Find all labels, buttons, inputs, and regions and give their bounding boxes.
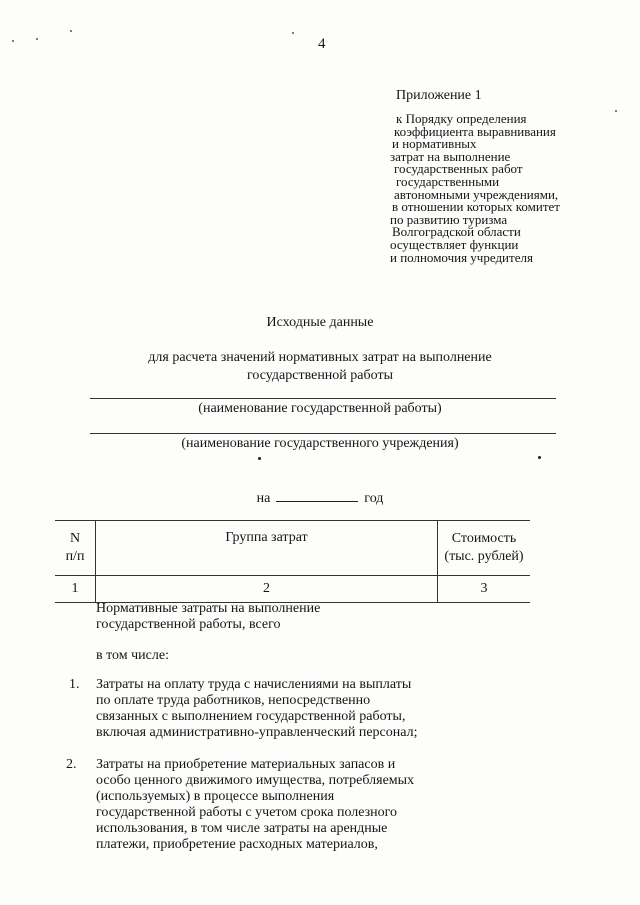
item-number: 2. [66, 757, 77, 772]
annex-line: осуществляет функции [390, 236, 519, 252]
subtitle-line: государственной работы [247, 368, 393, 383]
scan-speck [12, 40, 14, 42]
scan-dot [538, 456, 541, 459]
cost-table [55, 520, 530, 603]
scan-speck [615, 110, 617, 112]
annex-line: и нормативных [392, 136, 477, 152]
year-prefix: на [256, 491, 271, 506]
header-number-line: п/п [65, 549, 85, 564]
cost-item [96, 757, 414, 853]
scan-speck [70, 30, 72, 32]
annex-line: автономными учреждениями, [394, 186, 559, 202]
total-line: Нормативные затраты на выполнение [96, 601, 321, 616]
annex-line: затрат на выполнение [390, 148, 511, 164]
total-line: государственной работы, всего [96, 617, 281, 632]
header-cost-group: Группа затрат [96, 521, 438, 576]
cost-item [96, 677, 417, 741]
item-number: 1. [69, 677, 80, 692]
cost-item-line: государственной работы с учетом срока полезного [96, 805, 398, 820]
work-name-blank-line [90, 398, 556, 399]
column-number: 1 [55, 576, 96, 603]
annex-line: государственными [396, 173, 500, 189]
annex-reference-block [390, 113, 560, 264]
annex-line: в отношении которых комитет [392, 199, 560, 215]
cost-item-line: использования, в том числе затраты на арендные [96, 821, 388, 836]
column-number: 3 [438, 576, 531, 603]
header-cost-line: Стоимость [451, 531, 517, 546]
page-number: 4 [318, 36, 326, 52]
scan-dot [258, 457, 261, 460]
subtitle-line: для расчета значений нормативных затрат на выполнение [148, 350, 492, 365]
document-subtitle [0, 349, 640, 385]
total-costs-label [96, 601, 320, 633]
header-number-line: N [69, 531, 81, 546]
including-label: в том числе: [96, 648, 169, 663]
cost-item-line: включая административно-управленческий персонал; [96, 725, 418, 740]
annex-title: Приложение 1 [396, 88, 482, 103]
table-header-row [55, 521, 530, 576]
institution-name-blank-line [90, 433, 556, 434]
annex-line: государственных работ [394, 161, 523, 177]
header-cost-line: (тыс. рублей) [444, 549, 524, 564]
annex-line: коэффициента выравнивания [394, 123, 556, 139]
annex-line: по развитию туризма [390, 211, 508, 227]
cost-item-line: (используемых) в процессе выполнения [96, 789, 335, 804]
year-line [0, 487, 640, 507]
year-blank [276, 487, 358, 502]
cost-item-line: особо ценного движимого имущества, потребляемых [96, 773, 415, 788]
scan-speck [292, 32, 294, 34]
cost-item-line: Затраты на приобретение материальных запасов и [96, 757, 396, 772]
document-title: Исходные данные [266, 315, 374, 330]
institution-name-caption: (наименование государственного учреждения) [181, 436, 459, 451]
header-cost [438, 521, 531, 576]
header-number [55, 521, 96, 576]
cost-item-line: по оплате труда работников, непосредственно [96, 693, 371, 708]
annex-line: Волгоградской области [392, 224, 521, 240]
work-name-caption: (наименование государственной работы) [198, 401, 442, 416]
cost-item-line: связанных с выполнением государственной работы, [96, 709, 406, 724]
table-numbering-row [55, 576, 530, 603]
cost-item-line: Затраты на оплату труда с начислениями на выплаты [96, 677, 412, 692]
annex-line: к Порядку определения [396, 111, 527, 126]
scan-speck [36, 38, 38, 40]
annex-line: и полномочия учредителя [390, 249, 533, 265]
year-suffix: год [364, 491, 384, 506]
column-number: 2 [96, 576, 438, 603]
cost-item-line: платежи, приобретение расходных материалов, [96, 837, 378, 852]
